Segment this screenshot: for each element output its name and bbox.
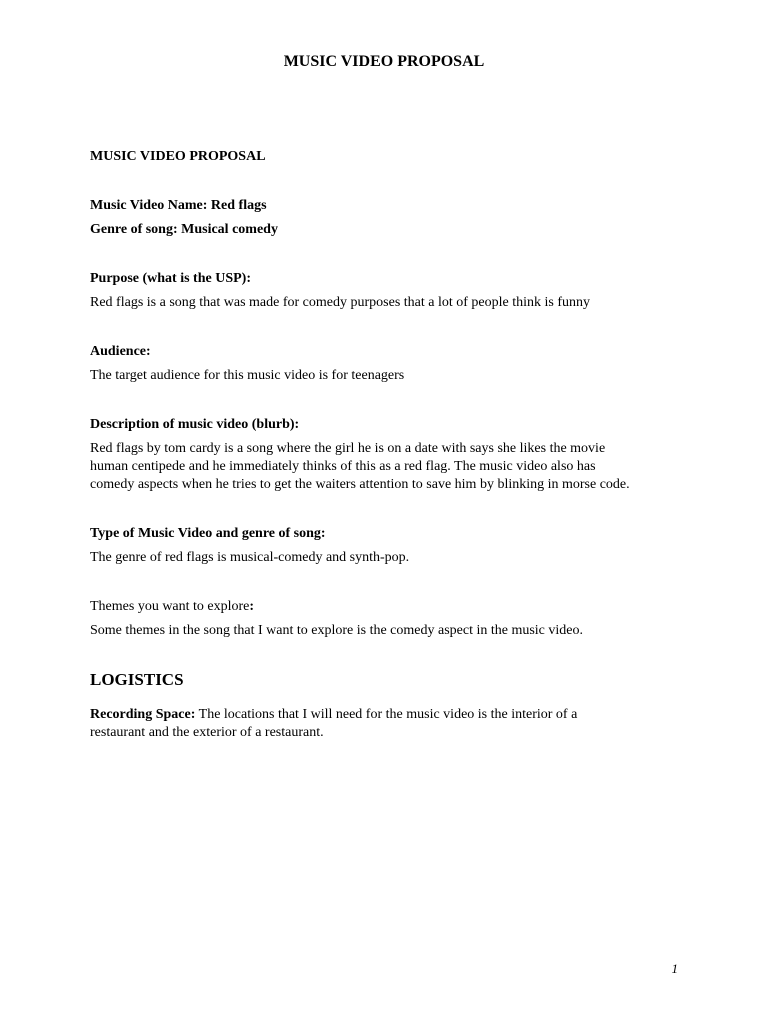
- description-line: comedy aspects when he tries to get the waiters attention to save him by blinking in morse code.: [90, 477, 630, 492]
- genre: Genre of song: Musical comedy: [90, 222, 278, 237]
- recording-space: [90, 706, 680, 724]
- audience-text: The target audience for this music video is for teenagers: [90, 368, 405, 383]
- recording-space-label: Recording Space:: [90, 707, 196, 722]
- section-heading: MUSIC VIDEO PROPOSAL: [90, 149, 266, 164]
- themes-label-colon: :: [249, 599, 255, 614]
- document-title: MUSIC VIDEO PROPOSAL: [283, 53, 485, 70]
- logistics-heading: LOGISTICS: [90, 670, 184, 689]
- video-name: Music Video Name: Red flags: [90, 198, 267, 213]
- themes-label-text: Themes you want to explore: [90, 599, 250, 614]
- description-line: human centipede and he immediately thinks of this as a red flag. The music video also has: [90, 459, 596, 474]
- audience-label: Audience:: [90, 344, 151, 359]
- recording-space-text: The locations that I will need for the music video is the interior of a: [195, 707, 578, 722]
- purpose-label: Purpose (what is the USP):: [90, 271, 251, 286]
- themes-text: Some themes in the song that I want to explore is the comedy aspect in the music video.: [90, 623, 584, 638]
- description-line: Red flags by tom cardy is a song where the girl he is on a date with says she likes the movie: [90, 441, 606, 456]
- type-label: Type of Music Video and genre of song:: [90, 526, 326, 541]
- page-number: 1: [671, 961, 678, 976]
- purpose-text: Red flags is a song that was made for comedy purposes that a lot of people think is funny: [90, 295, 591, 310]
- type-text: The genre of red flags is musical-comedy and synth-pop.: [90, 550, 410, 565]
- recording-space-line: restaurant and the exterior of a restaurant.: [90, 725, 324, 740]
- description-label: Description of music video (blurb):: [90, 417, 300, 432]
- themes-label: [90, 598, 680, 616]
